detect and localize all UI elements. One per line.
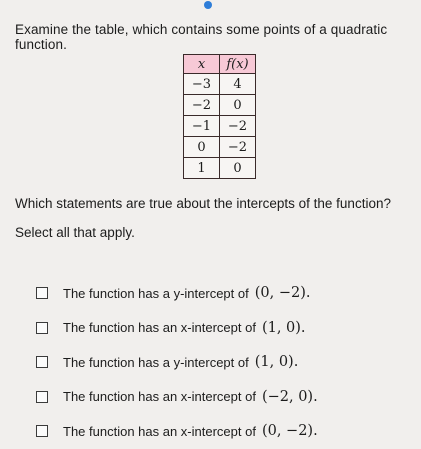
cell-x: −3 [184, 74, 220, 95]
option-label: The function has an x-intercept of [63, 389, 256, 405]
answer-options [36, 276, 318, 449]
instruction-text: Select all that apply. [15, 225, 135, 240]
cell-fx: −2 [220, 137, 256, 158]
prompt-text: Which statements are true about the intercepts of the function? [15, 196, 391, 211]
option-label: The function has an x-intercept of [63, 320, 256, 336]
option-point: (1, 0). [254, 354, 299, 371]
option-row[interactable] [36, 380, 318, 415]
cell-fx: 0 [220, 95, 256, 116]
cell-fx: −2 [220, 116, 256, 137]
cell-fx: 0 [220, 158, 256, 179]
option-checkbox[interactable] [36, 322, 48, 334]
option-point: (−2, 0). [261, 388, 318, 405]
option-label: The function has a y-intercept of [63, 285, 249, 301]
option-point: (1, 0). [261, 319, 306, 336]
option-point: (0, −2). [261, 423, 318, 440]
table-row [184, 116, 256, 137]
option-label: The function has an x-intercept of [63, 423, 256, 439]
table-row [184, 137, 256, 158]
progress-dot [204, 1, 212, 9]
column-header-fx: f(x) [220, 55, 256, 74]
option-row[interactable] [36, 414, 318, 449]
option-row[interactable] [36, 276, 318, 311]
option-checkbox[interactable] [36, 356, 48, 368]
cell-x: 0 [184, 137, 220, 158]
option-checkbox[interactable] [36, 287, 48, 299]
table-row [184, 74, 256, 95]
cell-x: 1 [184, 158, 220, 179]
cell-x: −2 [184, 95, 220, 116]
option-label: The function has a y-intercept of [63, 354, 249, 370]
option-point: (0, −2). [254, 285, 311, 302]
option-row[interactable] [36, 345, 318, 380]
option-checkbox[interactable] [36, 391, 48, 403]
table-row [184, 158, 256, 179]
option-row[interactable] [36, 311, 318, 346]
values-table [183, 54, 256, 179]
column-header-x: x [184, 55, 220, 74]
table-header-row [184, 55, 256, 74]
table-row [184, 95, 256, 116]
cell-fx: 4 [220, 74, 256, 95]
cell-x: −1 [184, 116, 220, 137]
question-text: Examine the table, which contains some points of a quadratic function. [15, 22, 388, 52]
option-checkbox[interactable] [36, 425, 48, 437]
